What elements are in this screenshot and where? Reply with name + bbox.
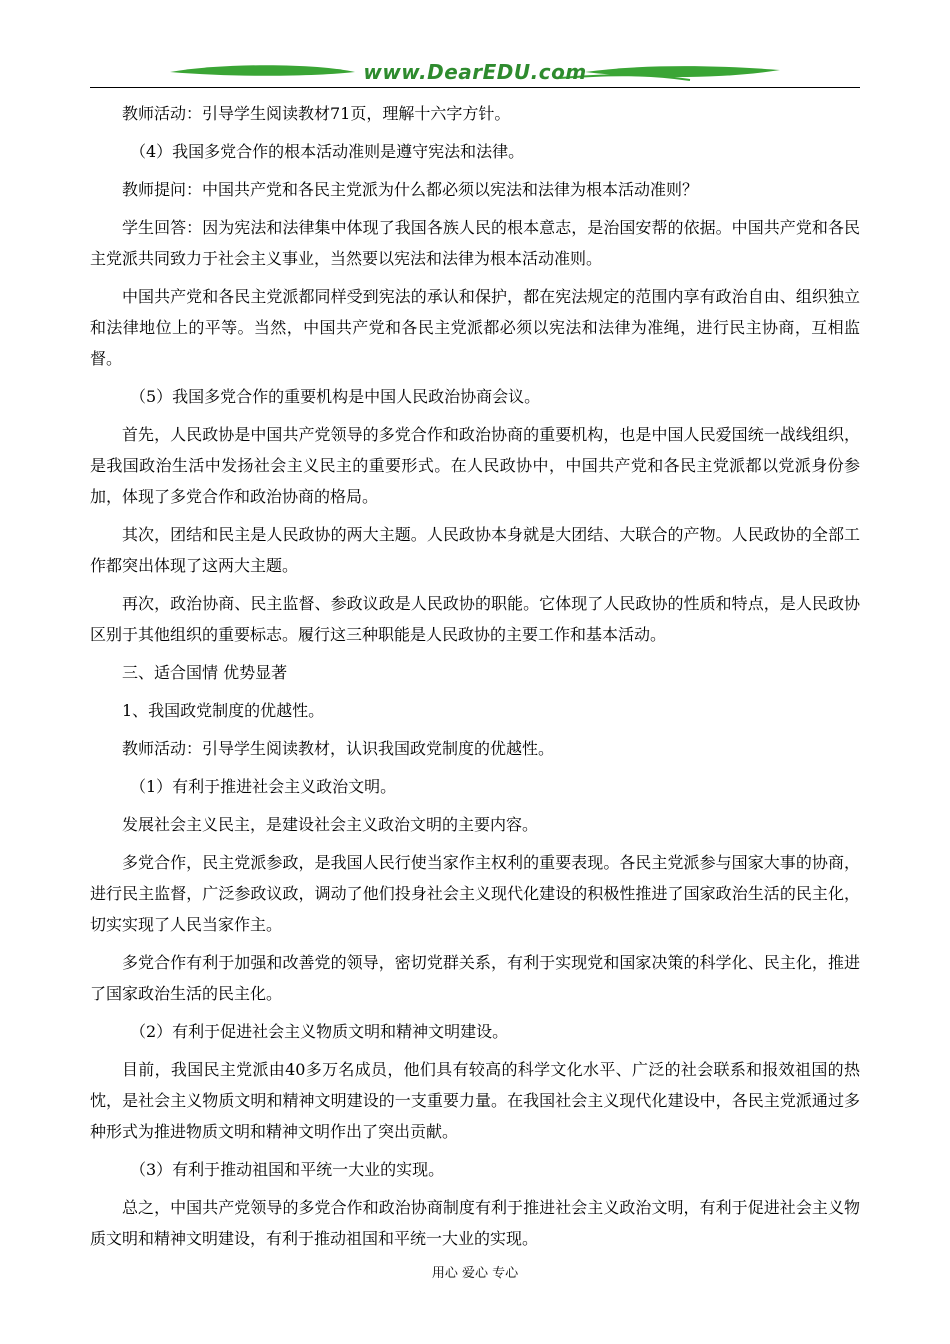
paragraph: 学生回答：因为宪法和法律集中体现了我国各族人民的根本意志，是治国安帮的依据。中国共产党和各民主党派共同致力于社会主义事业，当然要以宪法和法律为根本活动准则。: [90, 218, 860, 268]
paragraph: 多党合作有利于加强和改善党的领导，密切党群关系，有利于实现党和国家决策的科学化、民主化，推进了国家政治生活的民主化。: [90, 953, 860, 1003]
paragraph: 总之，中国共产党领导的多党合作和政治协商制度有利于推进社会主义政治文明，有利于促进社会主义物质文明和精神文明建设，有利于推动祖国和平统一大业的实现。: [90, 1198, 860, 1248]
paragraph: 教师活动：引导学生阅读教材71页，理解十六字方针。: [122, 104, 511, 123]
paragraph: （5）我国多党合作的重要机构是中国人民政治协商会议。: [130, 387, 541, 406]
site-header: [90, 58, 860, 88]
paragraph: 教师活动：引导学生阅读教材，认识我国政党制度的优越性。: [122, 739, 555, 758]
section-heading: 三、适合国情 优势显著: [122, 663, 288, 682]
paragraph: 再次，政治协商、民主监督、参政议政是人民政协的职能。它体现了人民政协的性质和特点，是人民政协区别于其他组织的重要标志。履行这三种职能是人民政协的主要工作和基本活动。: [90, 594, 860, 644]
paragraph: 首先，人民政协是中国共产党领导的多党合作和政治协商的重要机构，也是中国人民爱国统一战线组织，是我国政治生活中发扬社会主义民主的重要形式。在人民政协中，中国共产党和各民主党派都以党派身份参加，体现了多党合作和政治协商的格局。: [90, 425, 860, 506]
paragraph: 其次，团结和民主是人民政协的两大主题。人民政协本身就是大团结、大联合的产物。人民政协的全部工作都突出体现了这两大主题。: [90, 525, 860, 575]
paragraph: 多党合作，民主党派参政，是我国人民行使当家作主权利的重要表现。各民主党派参与国家大事的协商，进行民主监督，广泛参政议政，调动了他们投身社会主义现代化建设的积极性推进了国家政治生活的民主化，切实实现了人民当家作主。: [90, 853, 860, 934]
site-logo-text[interactable]: www.DearEDU.com: [363, 60, 587, 84]
document-body: [90, 98, 860, 1261]
paragraph: 教师提问：中国共产党和各民主党派为什么都必须以宪法和法律为根本活动准则？: [122, 180, 699, 199]
paragraph: 目前，我国民主党派由40多万名成员，他们具有较高的科学文化水平、广泛的社会联系和报效祖国的热忱，是社会主义物质文明和精神文明建设的一支重要力量。在我国社会主义现代化建设中，各民主党派通过多种形式为推进物质文明和精神文明作出了突出贡献。: [90, 1060, 860, 1141]
paragraph: （1）有利于推进社会主义政治文明。: [130, 777, 397, 796]
paragraph: （4）我国多党合作的根本活动准则是遵守宪法和法律。: [130, 142, 525, 161]
paragraph: （3）有利于推动祖国和平统一大业的实现。: [130, 1160, 445, 1179]
subsection-heading: 1、我国政党制度的优越性。: [122, 701, 325, 720]
paragraph: 发展社会主义民主，是建设社会主义政治文明的主要内容。: [122, 815, 539, 834]
paragraph: 中国共产党和各民主党派都同样受到宪法的承认和保护，都在宪法规定的范围内享有政治自由、组织独立和法律地位上的平等。当然，中国共产党和各民主党派都必须以宪法和法律为准绳，进行民主协商，互相监督。: [90, 287, 860, 368]
header-rule: [90, 87, 860, 88]
page-footer: 用心 爱心 专心: [431, 1266, 519, 1281]
paragraph: （2）有利于促进社会主义物质文明和精神文明建设。: [130, 1022, 509, 1041]
